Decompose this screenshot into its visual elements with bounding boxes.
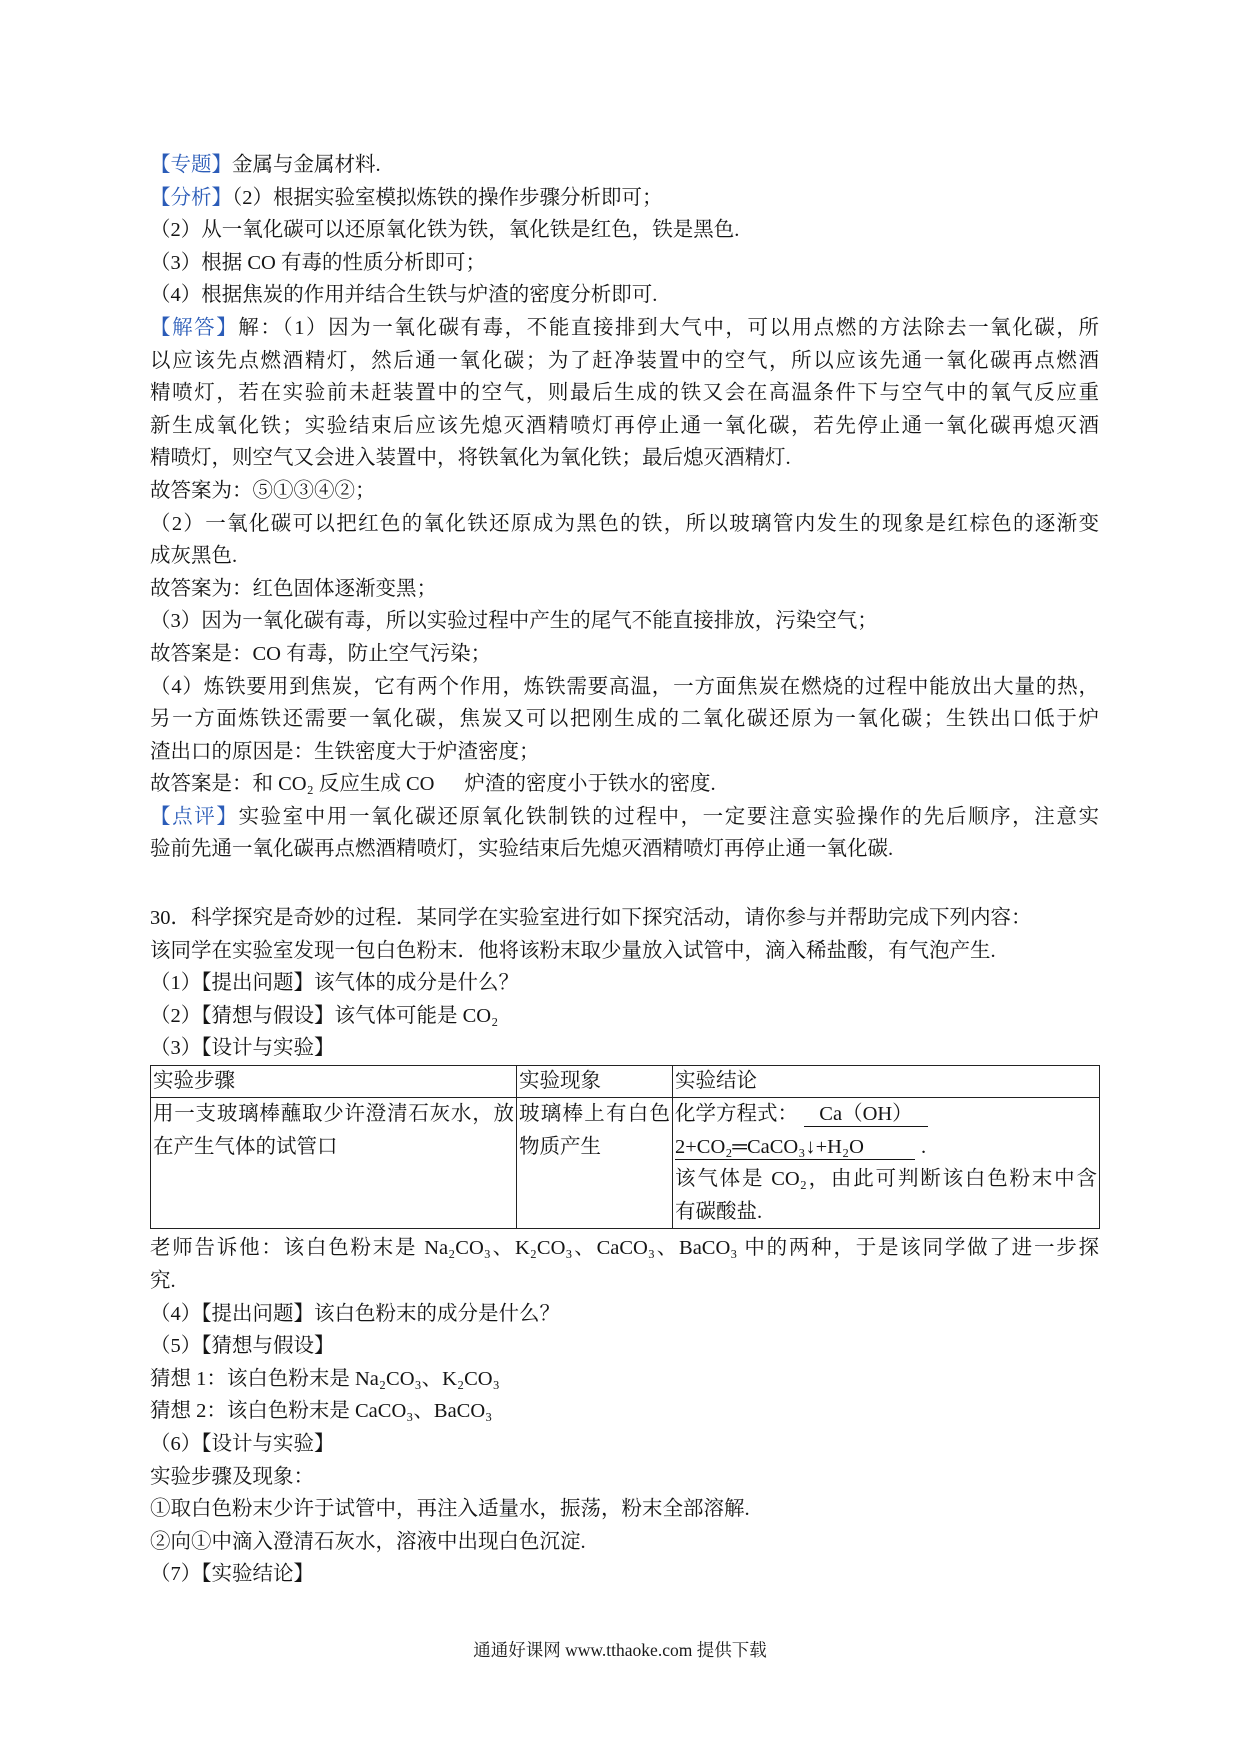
step-3-line: （3）【设计与实验】: [150, 1037, 335, 1060]
experiment-table: [150, 1065, 1100, 1229]
final-answer-line: [150, 768, 1099, 801]
solution-line: 成灰黑色.: [150, 545, 238, 568]
solution-line: 渣出口的原因是：生铁密度大于炉渣密度；: [150, 740, 540, 763]
header-conclusion: 实验结论: [673, 1066, 1100, 1098]
final-answer-part-2: 炉渣的密度小于铁水的密度.: [464, 773, 716, 796]
solution-text: 解：（1）因为一氧化碳有毒，不能直接排到大气中，可以用点燃的方法除去一氧化碳，所: [238, 316, 1099, 339]
header-observation: 实验现象: [517, 1066, 673, 1098]
solution-line: 以应该先点燃酒精灯，然后通一氧化碳；为了赶净装置中的空气，所以应该先通一氧化碳再点燃酒: [150, 349, 1099, 372]
teacher-line: 究.: [150, 1270, 176, 1292]
comment-text: 实验室中用一氧化碳还原氧化铁制铁的过程中，一定要注意实验操作的先后顺序，注意实: [238, 805, 1100, 828]
solution-line: （2）一氧化碳可以把红色的氧化铁还原成为黑色的铁，所以玻璃管内发生的现象是红棕色的逐渐变: [150, 512, 1099, 535]
equation-label: 化学方程式：: [675, 1103, 798, 1126]
analysis-tag: 【分析】: [150, 186, 232, 209]
comment-tag: 【点评】: [150, 805, 239, 828]
guess-2-line: 猜想 2：该白色粉末是 CaCO₃、BaCO₃: [150, 1400, 493, 1423]
solution-tag: 【解答】: [150, 316, 239, 339]
solution-line: [150, 312, 1099, 345]
solution-line: 精喷灯，则空气又会进入装置中，将铁氧化为氧化铁；最后熄灭酒精灯.: [150, 447, 791, 470]
analysis-line: （3）根据 CO 有毒的性质分析即可；: [150, 251, 486, 274]
answer-line: 故答案为：红色固体逐渐变黑；: [150, 577, 437, 600]
comment-line: [150, 801, 1099, 834]
q29-solution-section: [150, 149, 1099, 866]
equation-blank-1: Ca（OH）: [804, 1103, 928, 1127]
answer-line: 故答案为：⑤①③④②；: [150, 479, 376, 502]
analysis-line: （4）根据焦炭的作用并结合生铁与炉渣的密度分析即可.: [150, 284, 658, 307]
question-stem-line: 30．科学探究是奇妙的过程．某同学在实验室进行如下探究活动，请你参与并帮助完成下列内容：: [150, 907, 1032, 930]
solution-line: （4）炼铁要用到焦炭，它有两个作用，炼铁需要高温，一方面焦炭在燃烧的过程中能放出大量的热，: [150, 675, 1099, 698]
teacher-line: 老师告诉他：该白色粉末是 Na₂CO₃、K₂CO₃、CaCO₃、BaCO₃ 中的两种，于是该同学做了进一步探: [150, 1237, 1099, 1260]
step-1-line: （1）【提出问题】该气体的成分是什么？: [150, 972, 519, 995]
procedure-label-line: 实验步骤及现象：: [150, 1465, 314, 1488]
observation-cell-line: 物质产生: [519, 1135, 601, 1158]
solution-line: （3）因为一氧化碳有毒，所以实验过程中产生的尾气不能直接排放，污染空气；: [150, 610, 878, 633]
procedure-cell-line: 在产生气体的试管口: [153, 1135, 338, 1158]
equation-end: .: [921, 1135, 927, 1158]
equation-line: [675, 1098, 1097, 1131]
analysis-line: （2）从一氧化碳可以还原氧化铁为铁，氧化铁是红色，铁是黑色.: [150, 219, 740, 242]
header-procedure: 实验步骤: [151, 1066, 517, 1098]
observation-cell-line: 玻璃棒上有白色: [519, 1103, 670, 1126]
procedure-step-2-line: ②向①中滴入澄清石灰水，溶液中出现白色沉淀.: [150, 1530, 586, 1553]
observation-cell: [517, 1098, 673, 1229]
question-stem-line: 该同学在实验室发现一包白色粉末．他将该粉末取少量放入试管中，滴入稀盐酸，有气泡产生.: [150, 939, 996, 962]
solution-line: 精喷灯，若在实验前未赶装置中的空气，则最后生成的铁又会在高温条件下与空气中的氧气反应重: [150, 382, 1099, 405]
equation-line: [675, 1131, 1097, 1164]
procedure-cell-line: 用一支玻璃棒蘸取少许澄清石灰水，放: [153, 1103, 514, 1126]
step-5-line: （5）【猜想与假设】: [150, 1335, 335, 1358]
step-4-line: （4）【提出问题】该白色粉末的成分是什么？: [150, 1302, 560, 1325]
equation-blank-2: 2+CO₂═CaCO₃↓+H₂O: [675, 1136, 915, 1160]
page-footer: 通通好课网 www.tthaoke.com 提供下载: [473, 1640, 767, 1660]
q30-question-section: [150, 902, 1099, 1591]
topic-line: [150, 149, 1099, 182]
step-7-line: （7）【实验结论】: [150, 1563, 314, 1586]
analysis-text: （2）根据实验室模拟炼铁的操作步骤分析即可；: [232, 186, 663, 209]
comment-line: 验前先通一氧化碳再点燃酒精喷灯，实验结束后先熄灭酒精喷灯再停止通一氧化碳.: [150, 838, 894, 861]
table-row: [151, 1098, 1100, 1229]
step-6-line: （6）【设计与实验】: [150, 1432, 335, 1455]
solution-line: 另一方面炼铁还需要一氧化碳，焦炭又可以把刚生成的二氧化碳还原为一氧化碳；生铁出口低于炉: [150, 708, 1099, 731]
conclusion-cell: [673, 1098, 1100, 1229]
step-2-line: （2）【猜想与假设】该气体可能是 CO₂: [150, 1004, 499, 1027]
guess-1-line: 猜想 1：该白色粉末是 Na₂CO₃、K₂CO₃: [150, 1367, 500, 1390]
conclusion-result-line: 有碳酸盐.: [675, 1200, 763, 1223]
final-answer-part-1: 故答案是：和 CO₂ 反应生成 CO: [150, 773, 435, 796]
procedure-step-1-line: ①取白色粉末少许于试管中，再注入适量水，振荡，粉末全部溶解.: [150, 1498, 750, 1521]
conclusion-result-line: 该气体是 CO₂，由此可判断该白色粉末中含: [675, 1168, 1097, 1191]
topic-tag: 【专题】: [150, 154, 232, 176]
after-table-block: [150, 1232, 1099, 1591]
table-header-row: [151, 1066, 1100, 1098]
solution-line: 新生成氧化铁；实验结束后应该先熄灭酒精喷灯再停止通一氧化碳，若先停止通一氧化碳再熄灭酒: [150, 414, 1099, 437]
analysis-line: [150, 182, 1099, 215]
topic-text: 金属与金属材料.: [232, 154, 381, 176]
procedure-cell: [151, 1098, 517, 1229]
content-area: [150, 149, 1099, 1591]
answer-line: 故答案是：CO 有毒，防止空气污染；: [150, 642, 492, 665]
